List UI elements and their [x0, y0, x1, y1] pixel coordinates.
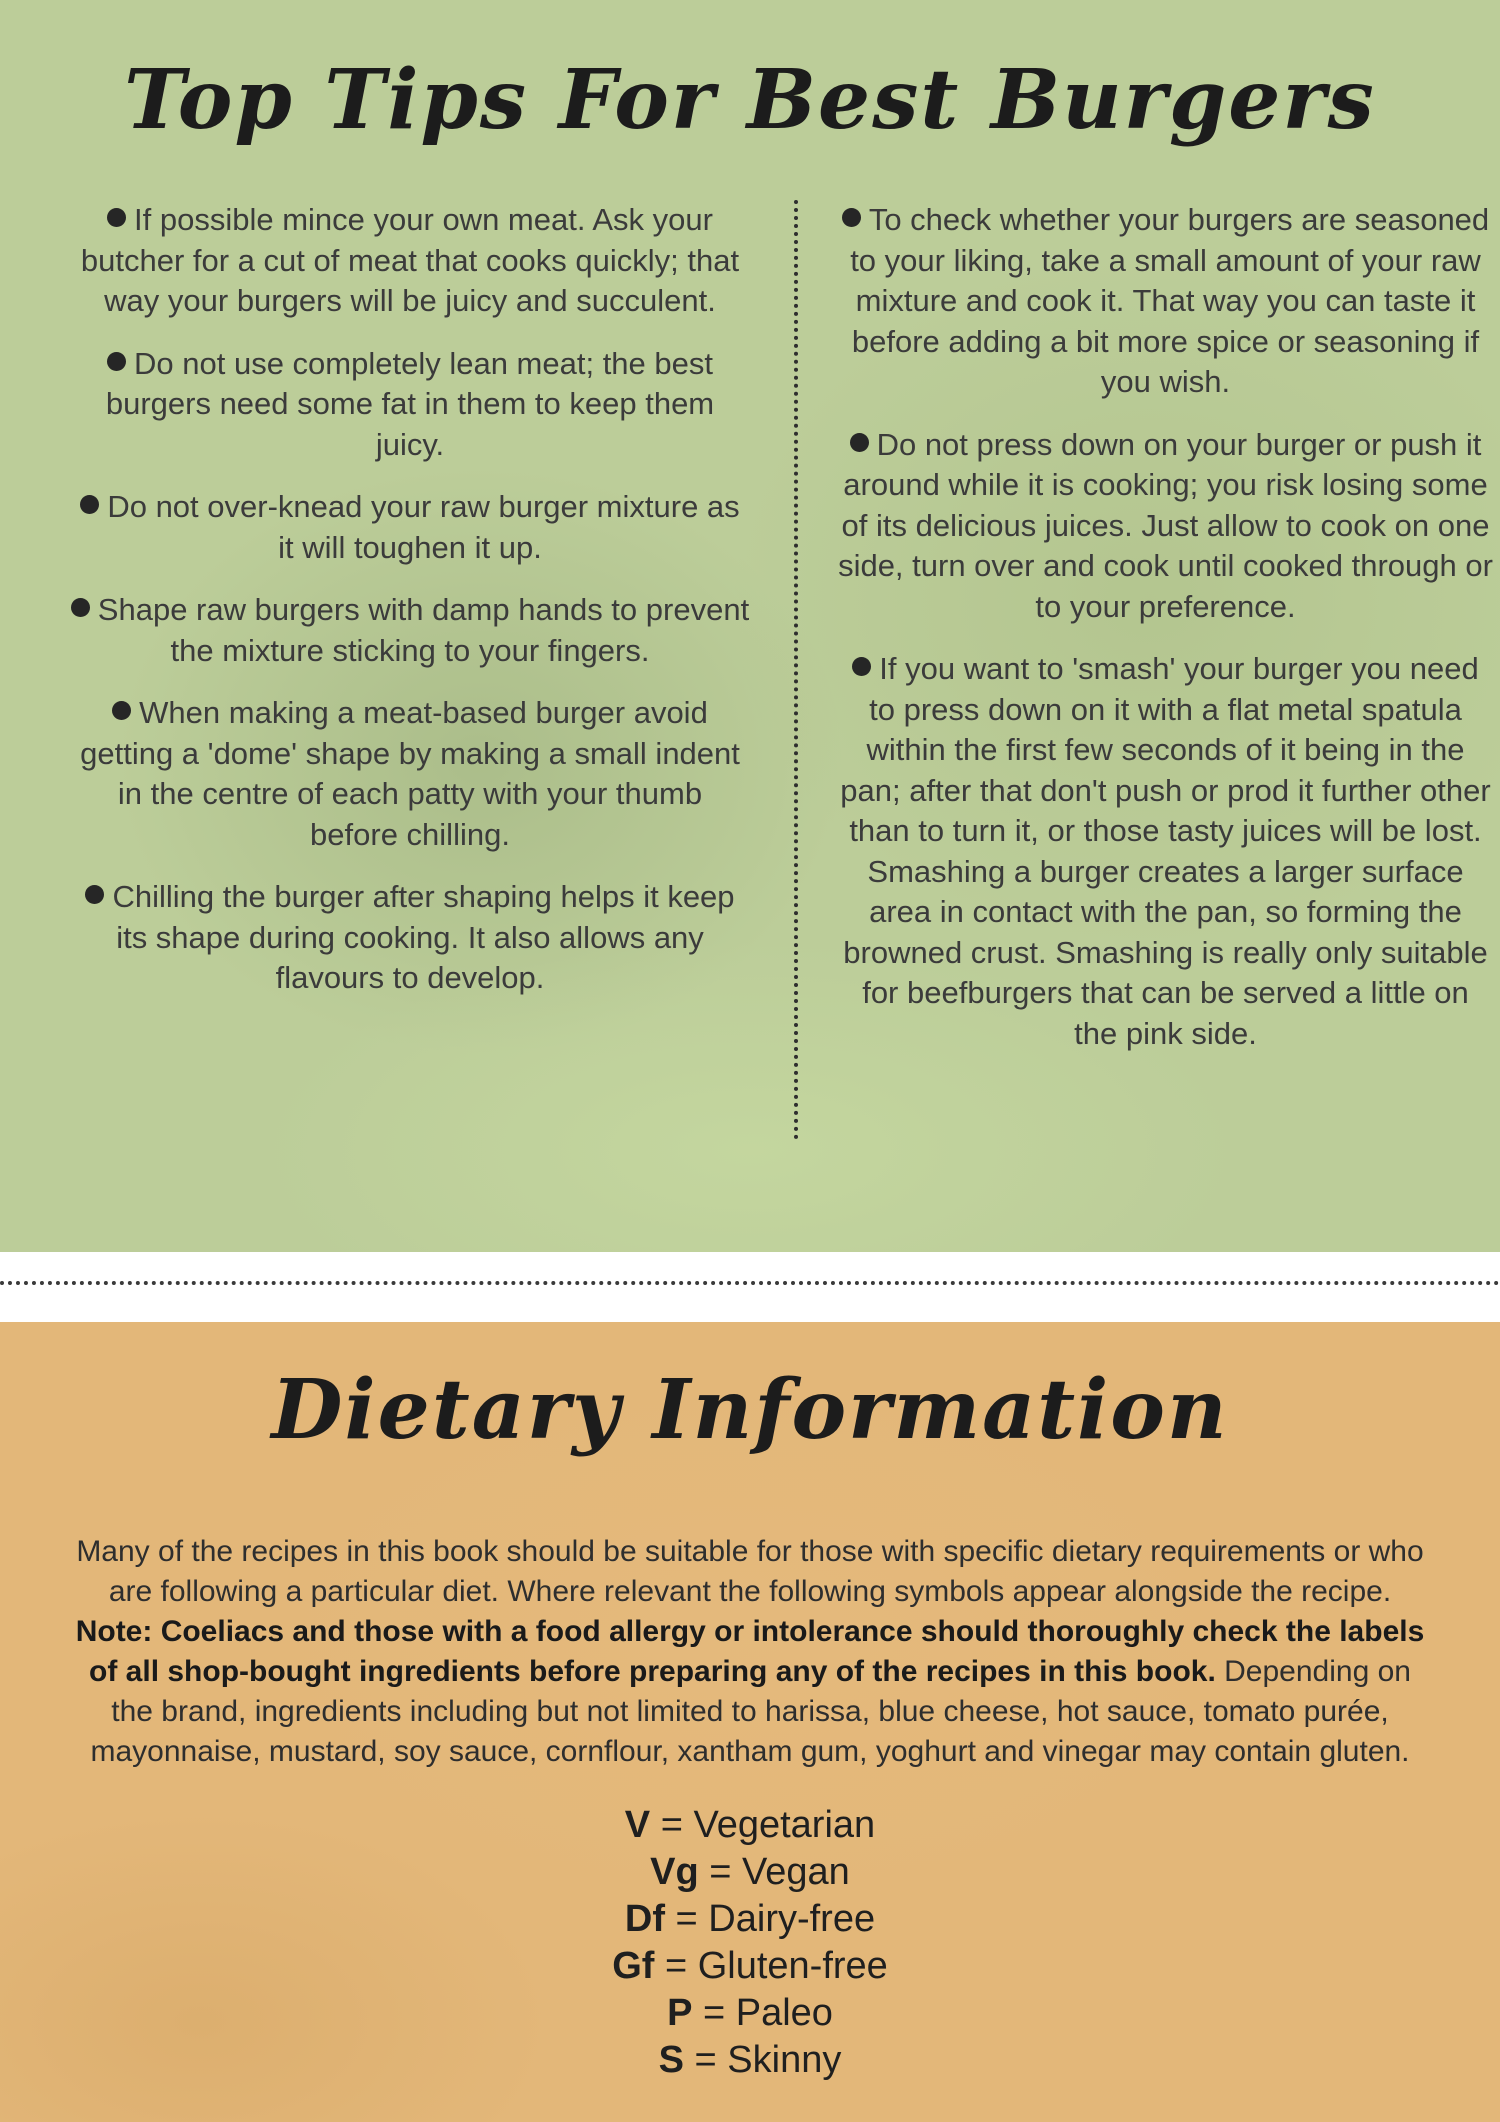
- tip-item: [70, 200, 750, 322]
- dotted-divider: [0, 1281, 1500, 1285]
- symbol-code: P: [667, 1992, 693, 2034]
- symbol-row-vegan: Vg = Vegan: [650, 1851, 850, 1893]
- symbol-meaning: Skinny: [727, 2039, 842, 2081]
- tip-item: [70, 877, 750, 999]
- symbol-row-skinny: S = Skinny: [658, 2039, 842, 2081]
- tip-text: Do not press down on your burger or push it around while it is cooking; you risk losing some of its delicious juices. Just allow to cook on one side, turn over and cook until cooked through or to your preference.: [838, 426, 1493, 624]
- tip-item: [70, 344, 750, 466]
- dietary-info-section: [0, 1322, 1500, 2122]
- column-divider: [794, 200, 798, 1140]
- tip-item: [70, 693, 750, 855]
- bullet-icon: [107, 208, 126, 227]
- tip-text: If possible mince your own meat. Ask your butcher for a cut of meat that cooks quickly; that way your burgers will be juicy and succulent.: [80, 202, 740, 318]
- symbol-code: V: [624, 1804, 651, 1846]
- symbol-code: Df: [624, 1898, 665, 1940]
- dietary-title: Dietary Information: [271, 1362, 1229, 1458]
- intro-text-gluten: Depending on the brand, ingredients including but not limited to harissa, blue cheese, hot sauce, tomato purée, mayonnaise, mustard, soy sauce, cornflour, xantham gum, yoghurt and vinegar may contain gluten.: [90, 1655, 1411, 1768]
- tips-title: Top Tips For Best Burgers: [124, 52, 1376, 148]
- symbol-row-dairy-free: Df = Dairy-free: [624, 1898, 876, 1940]
- bullet-icon: [852, 657, 871, 676]
- tips-right-column: [838, 200, 1493, 1076]
- bullet-icon: [842, 208, 861, 227]
- symbol-code: Gf: [612, 1945, 655, 1987]
- symbol-row-vegetarian: V = Vegetarian: [624, 1804, 876, 1846]
- symbol-meaning: Gluten-free: [697, 1945, 888, 1987]
- tip-item: [70, 590, 750, 671]
- symbol-row-gluten-free: Gf = Gluten-free: [612, 1945, 888, 1987]
- symbol-meaning: Paleo: [735, 1992, 833, 2034]
- symbol-meaning: Vegetarian: [693, 1804, 876, 1846]
- intro-text: Many of the recipes in this book should be suitable for those with specific dietary requirements or who are following a particular diet. Where relevant the following symbols appear alongside the recipe.: [76, 1535, 1424, 1608]
- tip-item: [838, 200, 1493, 403]
- tip-item: [838, 649, 1493, 1054]
- bullet-icon: [80, 495, 99, 514]
- tip-text: When making a meat-based burger avoid getting a 'dome' shape by making a small indent in the centre of each patty with your thumb before chilling.: [80, 695, 740, 852]
- bullet-icon: [107, 352, 126, 371]
- bullet-icon: [71, 598, 90, 617]
- tip-text: To check whether your burgers are seasoned to your liking, take a small amount of your raw mixture and cook it. That way you can taste it before adding a bit more spice or seasoning if you wish.: [850, 202, 1490, 399]
- tip-item: [838, 425, 1493, 628]
- symbol-meaning: Dairy-free: [708, 1898, 876, 1940]
- intro-note: Note: Coeliacs and those with a food allergy or intolerance should thoroughly check the labels of all shop-bought ingredients before preparing any of the recipes in this book.: [75, 1615, 1425, 1688]
- section-separator: [0, 1252, 1500, 1322]
- tip-text: Do not over-knead your raw burger mixture as it will toughen it up.: [107, 489, 740, 565]
- tip-text: Shape raw burgers with damp hands to prevent the mixture sticking to your fingers.: [97, 592, 750, 668]
- symbol-code: S: [658, 2039, 684, 2081]
- bullet-icon: [85, 885, 104, 904]
- symbol-legend: [0, 1802, 1500, 2084]
- tip-text: If you want to 'smash' your burger you need to press down on it with a flat metal spatula within the first few seconds of it being in the pan; after that don't push or prod it further other than to turn it, or those tasty juices will be lost. Smashing a burger creates a larger surface area in contact with the pan, so forming the browned crust. Smashing is really only suitable for beefburgers that can be served a little on the pink side.: [840, 651, 1491, 1051]
- tips-left-column: [70, 200, 750, 1021]
- tip-text: Do not use completely lean meat; the best burgers need some fat in them to keep them juicy.: [105, 345, 715, 462]
- symbol-row-paleo: P = Paleo: [667, 1992, 833, 2034]
- symbol-code: Vg: [650, 1851, 699, 1893]
- bullet-icon: [850, 433, 869, 452]
- tip-item: [70, 487, 750, 568]
- symbol-meaning: Vegan: [742, 1851, 850, 1893]
- bullet-icon: [112, 701, 131, 720]
- tip-text: Chilling the burger after shaping helps it keep its shape during cooking. It also allows any flavours to develop.: [112, 879, 735, 995]
- dietary-intro: [70, 1532, 1430, 1772]
